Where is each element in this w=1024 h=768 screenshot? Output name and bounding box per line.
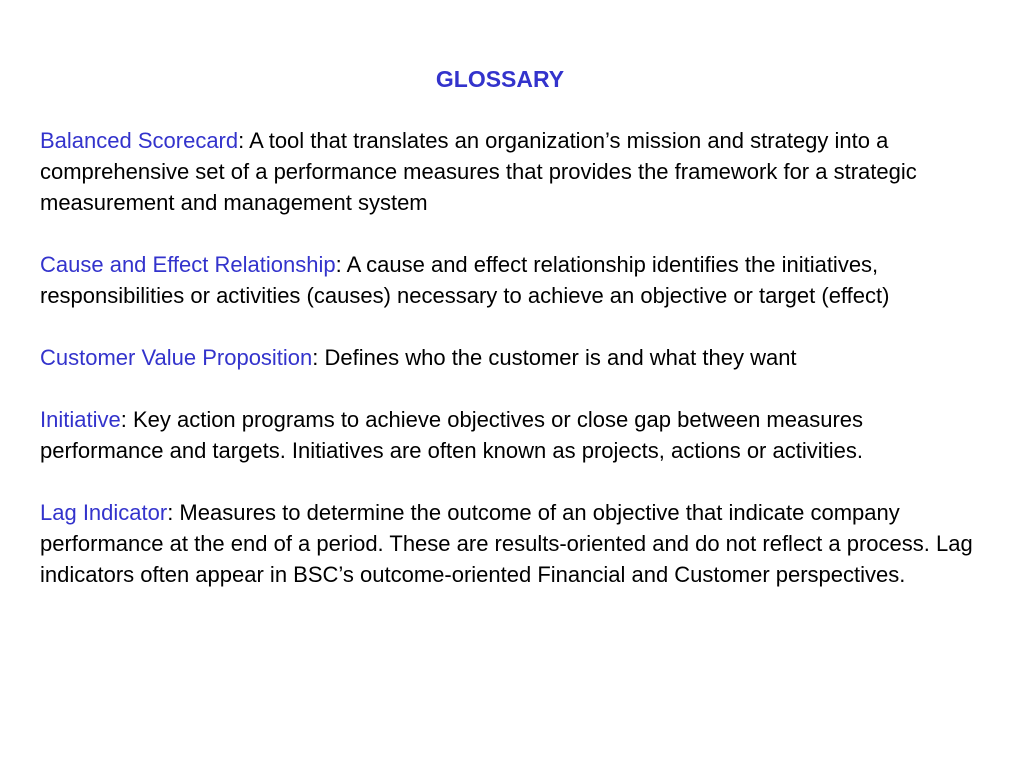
glossary-term: Customer Value Proposition — [40, 345, 313, 370]
page-title: GLOSSARY — [435, 66, 565, 92]
glossary-entry-balanced-scorecard — [40, 125, 990, 218]
glossary-term: Cause and Effect Relationship — [40, 252, 336, 277]
glossary-definition: : A tool that translates an organization’s mission and strategy into a comprehensive set of a performance measures that provides the framework for a strategic measurement and management system — [40, 128, 917, 215]
glossary-list — [40, 125, 990, 621]
glossary-term: Balanced Scorecard — [40, 128, 239, 153]
glossary-entry-customer-value-proposition — [40, 342, 990, 373]
glossary-definition: : A cause and effect relationship identifies the initiatives, responsibilities or activities (causes) necessary to achieve an objective or target (effect) — [40, 252, 890, 308]
glossary-definition: : Key action programs to achieve objectives or close gap between measures performance and targets. Initiatives are often known as projects, actions or activities. — [40, 407, 864, 463]
glossary-entry-lag-indicator — [40, 497, 990, 590]
glossary-term: Lag Indicator — [40, 500, 168, 525]
glossary-definition: : Defines who the customer is and what they want — [312, 345, 797, 370]
glossary-term: Initiative — [40, 407, 121, 432]
glossary-entry-initiative — [40, 404, 990, 466]
glossary-entry-cause-and-effect-relationship — [40, 249, 990, 311]
glossary-definition: : Measures to determine the outcome of an objective that indicate company performance at the end of a period. These are results-oriented and do not reflect a process. Lag indicators often appear in BSC’s outcome-oriented Financial and Customer perspectives. — [40, 500, 973, 587]
